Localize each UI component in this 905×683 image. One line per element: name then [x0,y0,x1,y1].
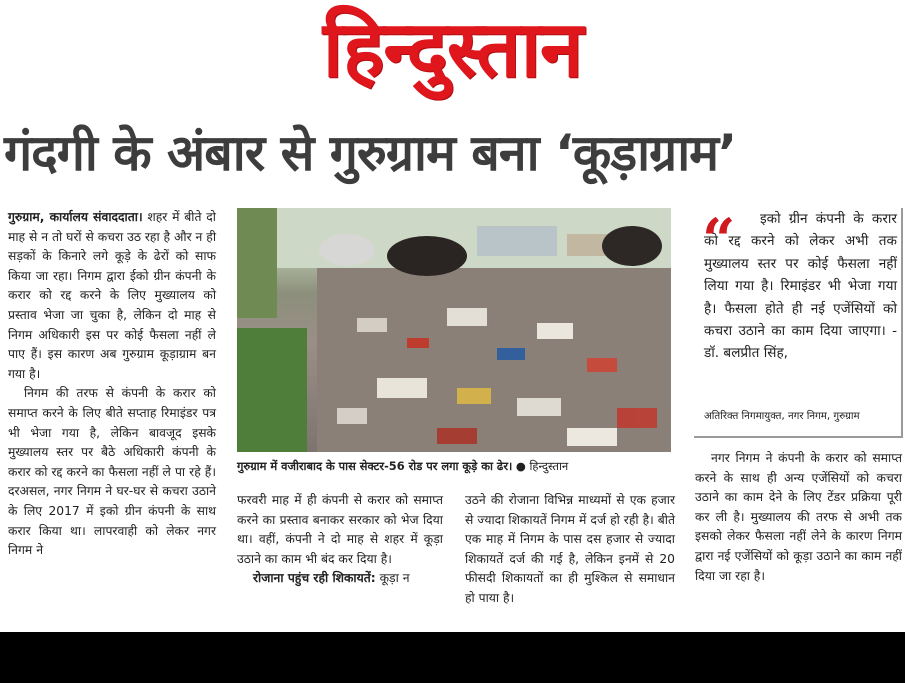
quote-mark-icon: “ [702,206,736,274]
photo-caption [237,457,677,475]
column-1-paragraph-1: शहर में बीते दो माह से न तो घरों से कचरा उठ रहा है और न ही सड़कों के किनारे लगे कूड़े के ढेरों को साफ किया जा रहा। निगम द्वारा ईको ग्रीन कंपनी के करार को रद्द करने के लिए मुख्यालय को प्रस्ताव भेजा जा चुका है, लेकिन दो माह से निगम अधिकारी इस पर कोई फैसला नहीं ले पाए हैं। इस कारण अब गुरुग्राम कूड़ाग्राम बन गया है। [8,210,216,381]
black-border [0,632,905,683]
masthead-logo: हिन्दुस्तान [322,4,583,95]
masthead [0,0,905,105]
article-column-3 [465,491,675,609]
article-column-4 [695,449,902,586]
article-column-1 [8,208,216,561]
quote-text: इको ग्रीन कंपनी के करार को रद्द करने को लेकर अभी तक मुख्यालय स्तर पर कोई फैसला नहीं लिया गया है। रिमाइंडर भी भेजा गया है। फैसला होते ही नई एजेंसियों को कचरा उठाने का काम दिया जाएगा। - डॉ. बलप्रीत सिंह, [704,211,897,362]
byline: गुरुग्राम, कार्यालय संवाददाता। [8,210,143,224]
photo-credit: ● हिन्दुस्तान [515,459,569,473]
subheading-complaints: रोजाना पहुंच रही शिकायतें: [253,571,376,586]
quote-designation: अतिरिक्त निगमायुक्त, नगर निगम, गुरुग्राम [704,411,860,422]
garbage-photo-illustration [237,208,671,452]
photo-caption-text: गुरुग्राम में वजीराबाद के पास सेक्टर-56 रोड पर लगा कूड़े का ढेर। [237,459,513,473]
official-quote-box [694,208,903,438]
headline: गंदगी के अंबार से गुरुग्राम बना ‘कूड़ाग्राम’ [4,124,737,182]
column-4-paragraph-1: नगर निगम ने कंपनी के करार को समाप्त करने के साथ ही अन्य एजेंसियों को कचरा उठाने का काम देने के लिए टेंडर प्रक्रिया पूरी कर ली है। मुख्यालय की तरफ से अभी तक इसको लेकर फैसला नहीं लेने के कारण निगम द्वारा नई एजेंसियों को कूड़ा उठाने का काम नहीं दिया जा रहा है। [695,451,902,583]
column-2-paragraph-1: फरवरी माह में ही कंपनी से करार को समाप्त करने का प्रस्ताव बनाकर सरकार को भेज दिया था। वहीं, कंपनी ने दो माह से शहर में कूड़ा उठाने का काम भी बंद कर दिया है। [237,493,443,566]
column-2-paragraph-2: कूड़ा न [379,571,410,586]
garbage-photo [237,208,671,452]
article-column-2 [237,491,443,589]
column-1-paragraph-2: निगम की तरफ से कंपनी के करार को समाप्त करने के लिए बीते सप्ताह रिमाइंडर पत्र भी भेजा गया है, लेकिन बावजूद इसके मुख्यालय स्तर पर बैठे अधिकारी कंपनी के करार को रद्द करने का फैसला नहीं ले पा रहे हैं। दरअसल, नगर निगम ने घर-घर से कचरा उठाने के लिए 2017 में इको ग्रीन कंपनी के साथ करार किया था। लापरवाही को लेकर नगर निगम ने [8,386,216,558]
column-3-paragraph-1: उठने की रोजाना विभिन्न माध्यमों से एक हजार से ज्यादा शिकायतें निगम में दर्ज हो रही है। बीते एक माह में निगम के पास दस हजार से ज्यादा शिकायतें दर्ज की गई है, लेकिन इनमें से 20 फीसदी शिकायतों का ही मुश्किल से समाधान हो पाया है। [465,493,675,605]
